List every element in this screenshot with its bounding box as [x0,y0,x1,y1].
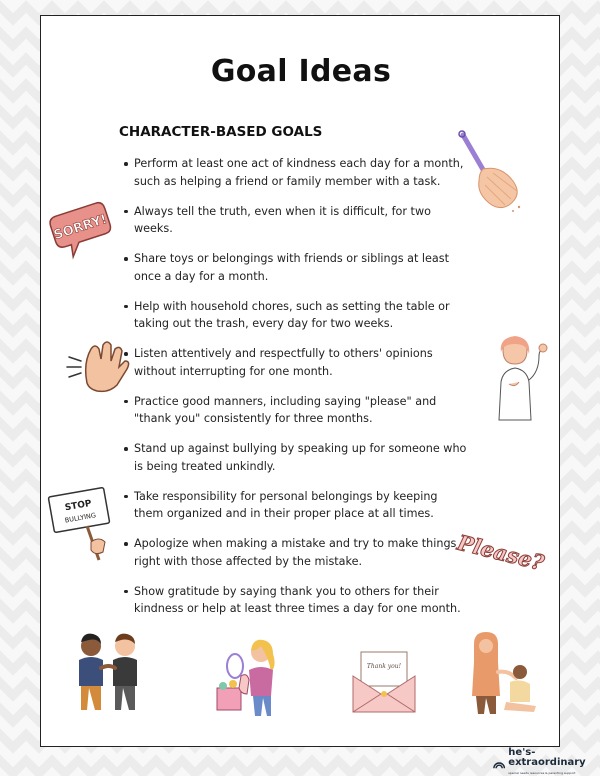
goal-item: Practice good manners, including saying "please" and "thank you" consistently for three months. [124,393,469,428]
thank-you-card-icon [349,648,419,714]
card-text: Thank you! [366,663,402,670]
goal-item: Perform at least one act of kindness each day for a month, such as helping a friend or family member with a task. [124,155,469,190]
goal-item: Show gratitude by saying thank you to others for their kindness or help at least three times a day for one month. [124,583,469,618]
goal-item: Stand up against bullying by speaking up for someone who is being treated unkindly. [124,440,469,475]
goal-item: Listen attentively and respectfully to others' opinions without interrupting for one month. [124,345,469,380]
goal-item: Take responsibility for personal belongings by keeping them organized and in their proper place at all times. [124,488,469,523]
goal-item: Apologize when making a mistake and try to make things right with those affected by the mistake. [124,535,469,570]
brand-logo [493,748,600,776]
goal-ideas-page [40,15,560,747]
svg-text:BULLYING: BULLYING [64,511,97,525]
please-text: Please? [455,529,547,576]
svg-text:STOP: STOP [64,498,93,514]
feather-duster-icon [449,129,525,213]
goal-item: Always tell the truth, even when it is difficult, for two weeks. [124,203,469,238]
stop-bullying-sign [47,484,119,568]
waving-woman-icon [489,336,549,422]
logo-tagline: special needs resources & parenting support [508,771,576,775]
section-title: CHARACTER-BASED GOALS [119,124,323,140]
rainbow-logo-icon [493,757,505,769]
goal-list [124,155,469,630]
listening-hand-icon [65,339,137,393]
sorry-sticker [47,199,115,261]
goal-item: Share toys or belongings with friends or siblings at least once a day for a month. [124,250,469,285]
girls-helping-icon [466,632,538,716]
girl-with-toys-icon [213,636,293,718]
page-title: Goal Ideas [210,54,392,89]
goal-item: Help with household chores, such as setting the table or taking out the trash, every day for two weeks. [124,298,469,333]
logo-name: he's-extraordinary [508,747,586,768]
sorry-text: SORRY! [52,211,110,244]
please-sticker [455,524,547,582]
two-boys-icon [69,628,149,718]
